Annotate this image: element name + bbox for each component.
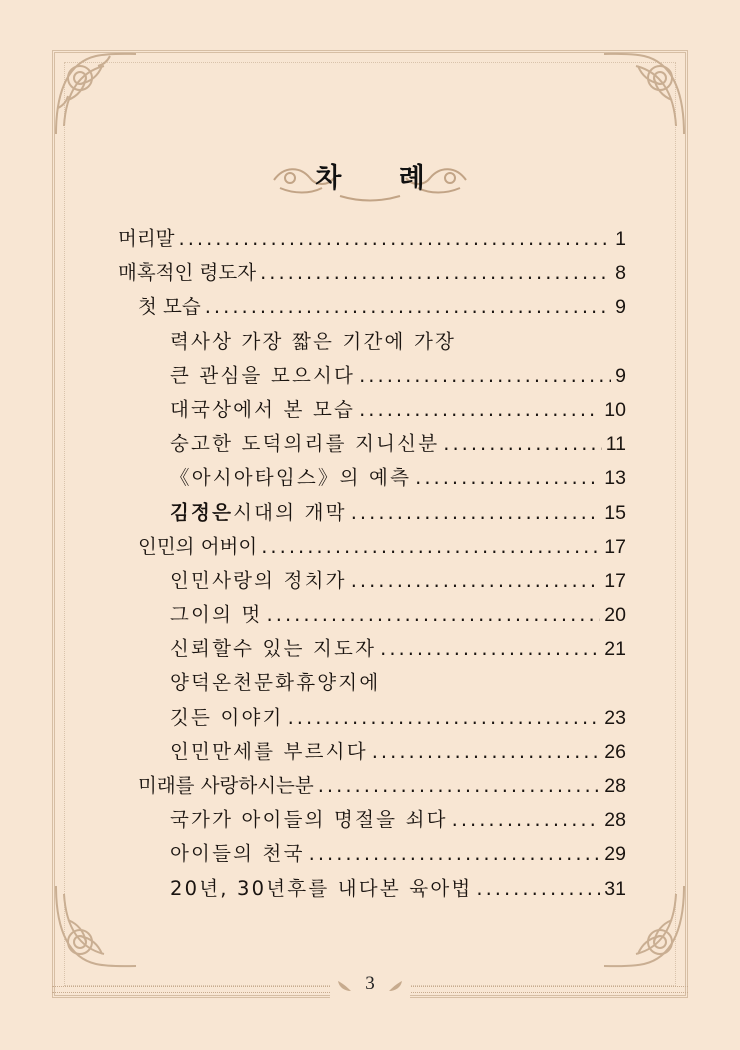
toc-entry-title xyxy=(170,461,411,495)
toc-page-number: 1 xyxy=(615,228,626,250)
toc-leader-dots xyxy=(372,735,601,769)
title-block xyxy=(270,148,470,204)
toc-entry-title xyxy=(170,837,305,871)
toc-entry[interactable] xyxy=(118,359,626,393)
toc-entry-title xyxy=(138,290,201,324)
toc-entry-title xyxy=(170,701,284,735)
toc-leader-dots xyxy=(359,393,600,427)
toc-entry-text: 숭고한 도덕의리를 지니신분 xyxy=(170,432,440,456)
toc-entry-text: 시대의 개막 xyxy=(233,500,347,524)
toc-leader-dots xyxy=(476,872,600,906)
toc-entry-text: 첫 모습 xyxy=(138,295,201,319)
toc-entry[interactable] xyxy=(118,461,626,495)
toc-entry-title xyxy=(138,530,257,564)
toc-page-number: 21 xyxy=(604,638,626,661)
toc-entry-text: 《아시아타임스》의 예측 xyxy=(170,466,412,490)
toc-leader-dots xyxy=(415,461,600,495)
floral-corner-icon xyxy=(50,48,142,140)
toc-entry-text: 큰 관심을 모으시다 xyxy=(170,363,356,387)
toc-entry[interactable] xyxy=(118,872,626,906)
toc-page-number: 26 xyxy=(604,740,626,763)
toc-leader-dots xyxy=(452,803,601,837)
toc-entry-text: 미래를 사랑하시는분 xyxy=(138,774,314,797)
leaf-flourish-icon xyxy=(388,979,404,993)
toc-page-number: 15 xyxy=(604,501,626,524)
toc-entry[interactable] xyxy=(118,735,626,769)
toc-leader-dots xyxy=(288,701,601,735)
toc-entry[interactable] xyxy=(118,325,626,359)
toc-entry[interactable] xyxy=(118,256,626,290)
toc-entry-text: 양덕온천문화휴양지에 xyxy=(170,671,381,695)
toc-leader-dots xyxy=(359,359,611,393)
toc-page-number: 28 xyxy=(604,809,626,832)
toc-page-number: 20 xyxy=(604,604,626,627)
toc-entry[interactable] xyxy=(118,701,626,735)
toc-entry-title xyxy=(170,427,439,461)
toc-entry-title xyxy=(170,803,448,837)
toc-page-number: 9 xyxy=(615,364,626,387)
toc-entry-text: 매혹적인 령도자 xyxy=(118,261,257,285)
toc-entry-title xyxy=(170,632,376,666)
toc-leader-dots xyxy=(179,222,612,256)
toc-entry[interactable] xyxy=(118,769,626,803)
toc-entry-text: 머리말 xyxy=(118,227,175,250)
toc-entry-title xyxy=(170,598,263,632)
toc-entry-text: 력사상 가장 짧은 기간에 가장 xyxy=(170,329,457,353)
toc-page-number: 11 xyxy=(605,433,626,456)
toc-entry[interactable] xyxy=(118,632,626,666)
toc-page-number: 28 xyxy=(604,775,626,797)
toc-leader-dots xyxy=(205,290,611,324)
page-number-block xyxy=(330,970,410,1000)
leaf-flourish-icon xyxy=(336,979,352,993)
toc-entry-text: 국가가 아이들의 명절을 쇠다 xyxy=(170,808,448,832)
toc-leader-dots xyxy=(267,598,601,632)
toc-entry[interactable] xyxy=(118,666,626,700)
toc-entry[interactable] xyxy=(118,290,626,324)
toc-entry[interactable] xyxy=(118,837,626,871)
toc-entry-title xyxy=(170,872,472,906)
toc-page-number: 13 xyxy=(604,467,626,490)
toc-leader-dots xyxy=(351,564,601,598)
table-of-contents xyxy=(118,222,626,906)
toc-page-number: 10 xyxy=(604,398,626,421)
toc-leader-dots xyxy=(380,632,600,666)
toc-entry[interactable] xyxy=(118,564,626,598)
toc-leader-dots xyxy=(318,769,601,803)
toc-entry[interactable] xyxy=(118,530,626,564)
toc-page-number: 17 xyxy=(604,569,626,592)
toc-entry-text: 인민의 어버이 xyxy=(138,534,258,558)
toc-leader-dots xyxy=(309,837,601,871)
toc-entry-bold-name: 김정은 xyxy=(170,500,234,524)
toc-page-number: 8 xyxy=(615,262,626,285)
toc-entry-text: 인민만세를 부르시다 xyxy=(170,739,368,763)
toc-entry-text: 신뢰할수 있는 지도자 xyxy=(170,637,377,661)
toc-leader-dots xyxy=(261,530,600,564)
toc-page-number: 29 xyxy=(604,843,626,866)
toc-leader-dots xyxy=(260,256,611,290)
toc-entry[interactable] xyxy=(118,598,626,632)
toc-entry-title xyxy=(118,222,175,256)
toc-entry-title xyxy=(138,769,314,803)
toc-entry[interactable] xyxy=(118,803,626,837)
toc-entry-text: 아이들의 천국 xyxy=(170,842,305,866)
page-number: 3 xyxy=(365,973,375,994)
toc-title: 차 례 xyxy=(315,163,449,194)
toc-entry[interactable] xyxy=(118,496,626,530)
toc-entry-text: 인민사랑의 정치가 xyxy=(170,568,347,592)
toc-entry-title xyxy=(170,325,456,359)
toc-entry-title xyxy=(170,564,347,598)
toc-entry-title xyxy=(118,256,256,290)
toc-entry[interactable] xyxy=(118,222,626,256)
toc-page-number: 9 xyxy=(615,296,626,319)
floral-corner-icon xyxy=(598,48,690,140)
toc-leader-dots xyxy=(443,427,602,461)
toc-page-number: 23 xyxy=(604,706,626,729)
toc-leader-dots xyxy=(351,496,601,530)
toc-entry-title xyxy=(170,735,368,769)
toc-entry[interactable] xyxy=(118,427,626,461)
toc-entry-text: 20년, 30년후를 내다본 육아법 xyxy=(170,876,473,900)
toc-entry-text: 그이의 멋 xyxy=(170,603,263,627)
toc-entry-title xyxy=(170,496,347,530)
toc-page-number: 31 xyxy=(604,877,626,900)
toc-entry-title xyxy=(170,393,355,427)
toc-page-number: 17 xyxy=(604,535,626,558)
toc-entry-title xyxy=(170,666,380,700)
toc-entry-title xyxy=(170,359,355,393)
toc-entry-text: 대국상에서 본 모습 xyxy=(170,397,356,421)
toc-entry-text: 깃든 이야기 xyxy=(170,705,284,729)
toc-entry[interactable] xyxy=(118,393,626,427)
